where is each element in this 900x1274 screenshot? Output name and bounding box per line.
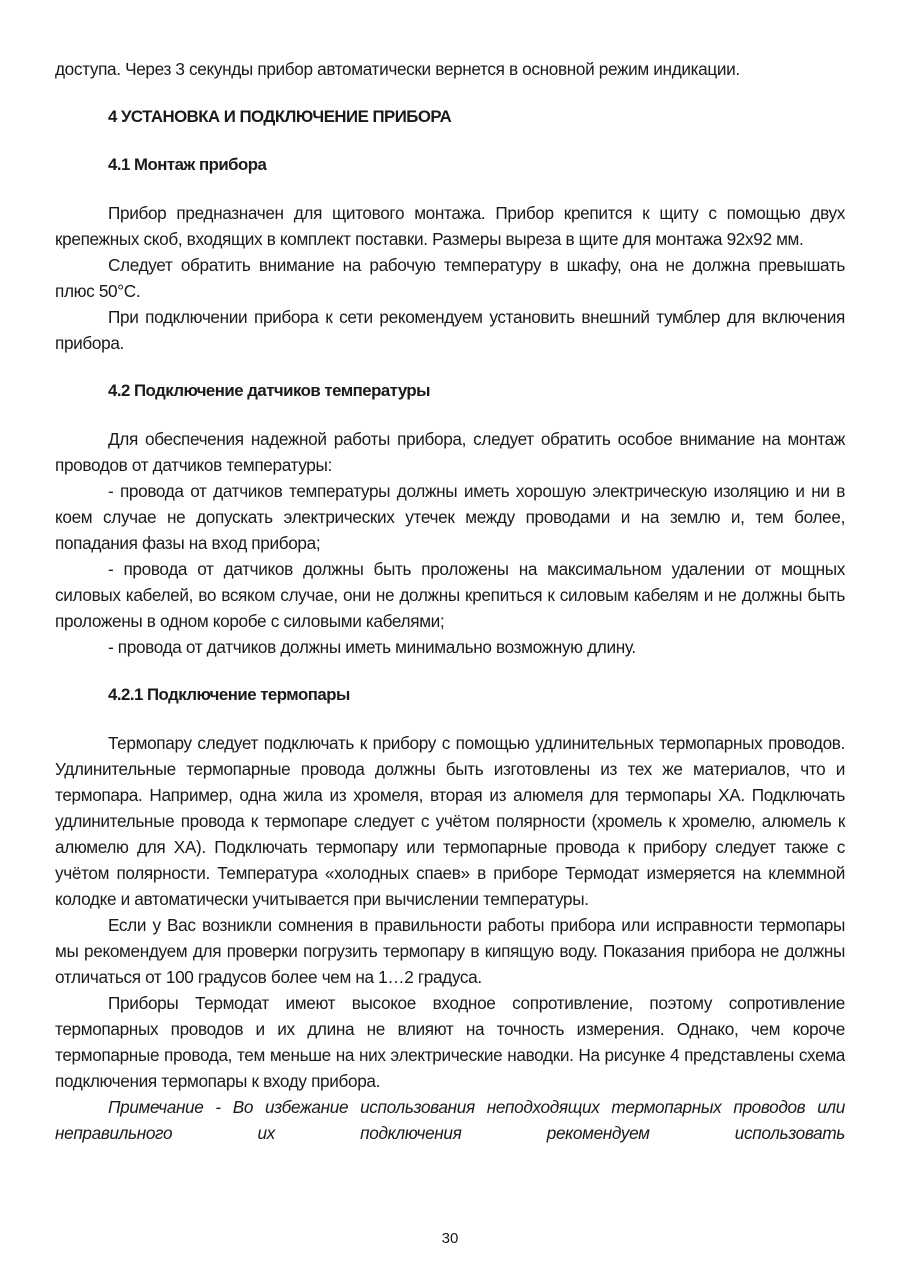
list-item: - провода от датчиков должны иметь минимально возможную длину. (108, 637, 636, 657)
section-heading-4: 4 УСТАНОВКА И ПОДКЛЮЧЕНИЕ ПРИБОРА (108, 107, 452, 126)
paragraph: Следует обратить внимание на рабочую температуру в шкафу, она не должна превышать плюс 50°С. (55, 255, 845, 301)
subsection-heading-4-1: 4.1 Монтаж прибора (108, 155, 267, 174)
paragraph: При подключении прибора к сети рекомендуем установить внешний тумблер для включения прибора. (55, 307, 845, 353)
list-item: - провода от датчиков должны быть проложены на максимальном удалении от мощных силовых кабелей, во всяком случае, они не должны крепиться к силовым кабелям и не должны быть проложены в одном коробе с силовыми кабелями; (55, 559, 845, 631)
paragraph: Термопару следует подключать к прибору с помощью удлинительных термопарных проводов. Удлинительные термопарные провода должны быть изготовлены из тех же материалов, что и термопара. Например, одна жила из хромеля, вторая из алюмеля для термопары ХА. Подключать удлинительные провода к термопаре следует с учётом полярности (хромель к хромелю, алюмель к алюмелю для ХА). Подключать термопару или термопарные провода к прибору следует также с учётом полярности. Температура «холодных спаев» в приборе Термодат измеряется на клеммной колодке и автоматически учитывается при вычислении температуры. (55, 733, 845, 909)
document-page (55, 56, 845, 1146)
paragraph: Если у Вас возникли сомнения в правильности работы прибора или исправности термопары мы рекомендуем для проверки погрузить термопару в кипящую воду. Показания прибора не должны отличаться от 100 градусов более чем на 1…2 градуса. (55, 915, 845, 987)
note-paragraph: Примечание - Во избежание использования неподходящих термопарных проводов или неправильного их подключения рекомендуем использовать (55, 1097, 845, 1143)
subsection-heading-4-2: 4.2 Подключение датчиков температуры (108, 381, 431, 400)
paragraph: Для обеспечения надежной работы прибора, следует обратить особое внимание на монтаж проводов от датчиков температуры: (55, 429, 845, 475)
paragraph: Приборы Термодат имеют высокое входное сопротивление, поэтому сопротивление термопарных проводов и их длина не влияют на точность измерения. Однако, чем короче термопарные провода, тем меньше на них электрические наводки. На рисунке 4 представлены схема подключения термопары к входу прибора. (55, 993, 845, 1091)
subsection-heading-4-2-1: 4.2.1 Подключение термопары (108, 685, 350, 704)
intro-continuation: доступа. Через 3 секунды прибор автоматически вернется в основной режим индикации. (55, 59, 740, 79)
page-number: 30 (441, 1230, 459, 1247)
paragraph: Прибор предназначен для щитового монтажа. Прибор крепится к щиту с помощью двух крепежных скоб, входящих в комплект поставки. Размеры выреза в щите для монтажа 92х92 мм. (55, 203, 845, 249)
list-item: - провода от датчиков температуры должны иметь хорошую электрическую изоляцию и ни в коем случае не допускать электрических утечек между проводами и на землю и, тем более, попадания фазы на вход прибора; (55, 481, 845, 553)
